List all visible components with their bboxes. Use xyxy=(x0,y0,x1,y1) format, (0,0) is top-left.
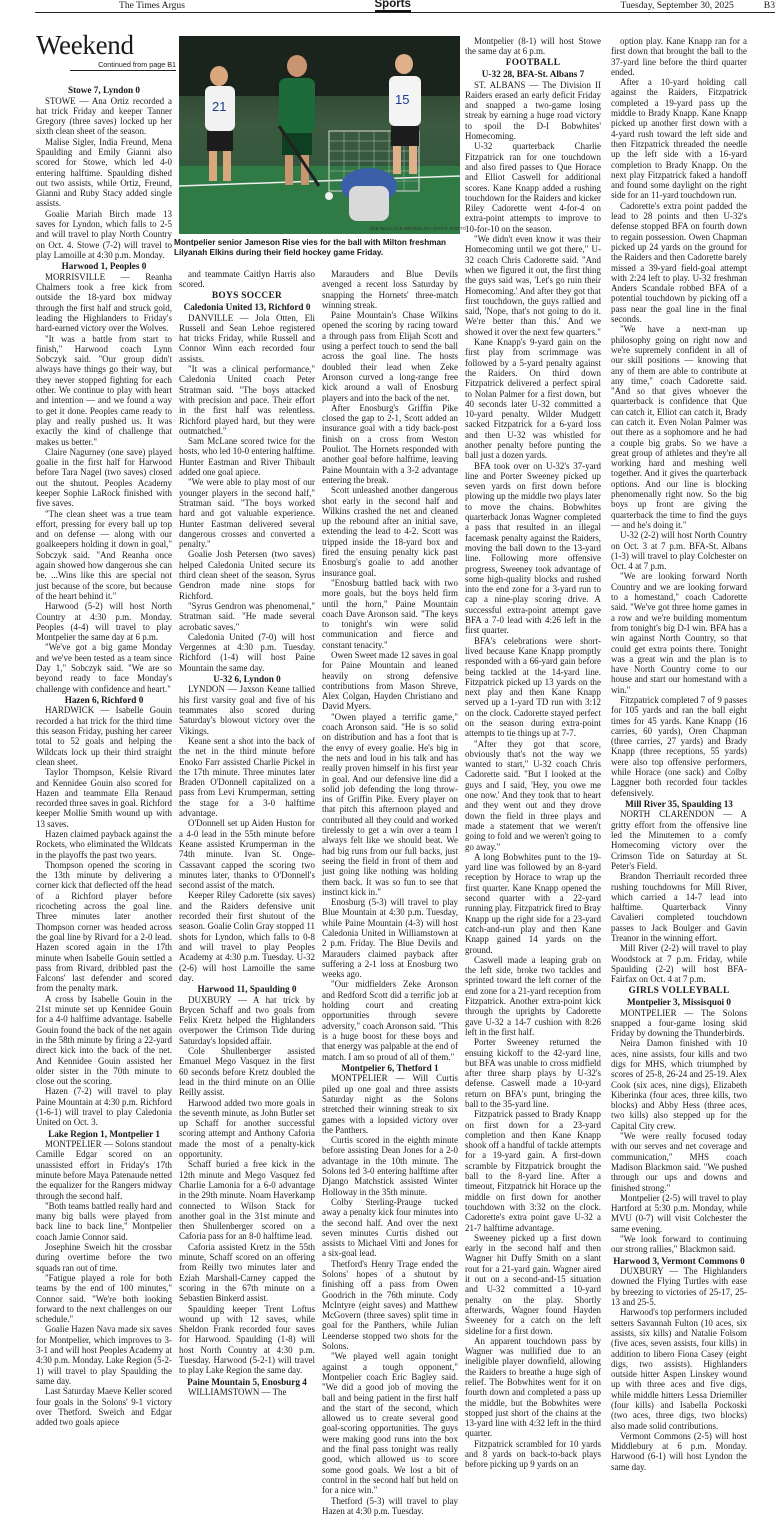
article-paragraph: Owen Sweet made 12 saves in goal for Paine Mountain and leaned heavily on strong defensive contributions from Mason Shreve, Alex Colgan, Hayden Christiano and David Myers. xyxy=(322,649,458,712)
article-paragraph: option play. Kane Knapp ran for a first down that brought the ball to the 37-yard line before the third quarter ended. xyxy=(611,36,747,77)
article-paragraph: Keeper Riley Cadorette (six saves) and the Raiders defensive unit recorded their first shutout of the season. Goalie Colin Gray stopped 11 shots for Lyndon, which falls to 0-8 and will travel to play Peoples Academy at 4:30 p.m. Tuesday. U-32 (2-6) will host Lamoille the same day. xyxy=(179,890,315,983)
article-paragraph: DUXBURY — A hat trick by Brycen Schaff and two goals from Felix Kretz helped the Highlanders overpower the Crimson Tide during Saturday's lopsided affair. xyxy=(179,994,315,1046)
article-paragraph: Kane Knapp's 9-yard gain on the first play from scrimmage was followed by a 5-yard penalty against the Raiders. On third down Fitzpatrick delivered a perfect spiral to Nolan Palmer for a first down, but 40 seconds later U-32 committed a 10-yard penalty. Wilder Mudgett sacked Fitzpatrick for a 6-yard loss and then U-32 was whistled for another penalty before punting the ball just a dozen yards. xyxy=(465,337,601,461)
article-paragraph: Taylor Thompson, Kelsie Rivard and Kennidee Gouin also scored for Hazen and teammate Ella Renaud recorded three saves in goal. Richford keeper Mollie Smith wound up with 13 saves. xyxy=(36,767,172,829)
article-paragraph: Keane sent a shot into the back of the net in the third minute before Enoko Farr assisted Charlie Pickel in the 17th minute. Three minutes later Braden O'Donnell capitalized on a pass from Levi Krumperman, setting the stage for a 3-0 halftime advantage. xyxy=(179,735,315,819)
article-paragraph: WILLIAMSTOWN — The xyxy=(188,1387,287,1398)
section-heading: BOYS SOCCER xyxy=(211,290,283,301)
article-column-4 xyxy=(465,36,601,1470)
article-paragraph: Colby Sterling-Prauge tucked away a penalty kick four minutes into the second half. And over the next seven minutes Curtis dished out assists to Michael Vitti and Jones for a six-goal lead. xyxy=(322,1196,458,1259)
article-paragraph: Goalie Josh Petersen (two saves) helped Caledonia United secure its third clean sheet of the season. Syrus Gendron made nine stops for Richford. xyxy=(179,549,315,601)
article-paragraph: Caswell made a leaping grab on the left side, broke two tackles and sprinted toward the left corner of the end zone for a 21-yard reception from Fitzpatrick. Another extra-point kick through the uprights by Cadorette gave U-32 a 14-7 cushion with 8:26 left in the first half. xyxy=(465,954,601,1037)
article-paragraph: A long Bobwhites punt to the 19-yard line was followed by an 8-yard reception by Horace to wrap up the first quarter. Kane Knapp opened the second quarter with a 22-yard running play. Fitzpatrick fired to Bray Knapp up the right side for a 23-yard catch-and-run play and then Kane Knapp gained 14 yards on the ground. xyxy=(465,851,601,955)
game-headline: Montpelier 6, Thetford 1 xyxy=(341,1062,439,1073)
article-paragraph: Goalie Mariah Birch made 13 saves for Lyndon, which falls to 2-5 and will travel to play North Country on Oct. 4. Stowe (7-2) will travel to play Lamoille at 4:30 p.m. Monday. xyxy=(36,208,172,260)
game-headline: Stowe 7, Lyndon 0 xyxy=(68,85,140,95)
game-headline: U-32 28, BFA-St. Albans 7 xyxy=(481,69,585,80)
issue-date: Tuesday, September 30, 2025 xyxy=(620,0,734,11)
article-paragraph: "It was a battle from start to finish," Harwood coach Lynn Sobczyk said. "Our group didn't always have things go their way, but they never stopped fighting for each other. We continue to play with heart and intention — and we found a way to get it done. Peoples came ready to play and really pushed us. It was exactly the kind of challenge that makes us better." xyxy=(36,333,172,447)
article-paragraph: Cadorette's extra point padded the lead to 28 points and then U-32's defense stopped BFA on fourth down to regain possession. Owen Chapman picked up 24 yards on the ground for the Raiders and then Cadorette barely missed a 39-yard field-goal attempt with 2:24 left to play. U-32 freshman Anders Scandale robbed BFA of a potential touchdown by picking off a pass near the goal line in the final seconds. xyxy=(611,200,747,325)
article-paragraph: "We've got a big game Monday and we've been tested as a team since Day 1," Sobczyk said. "We are so beyond ready to face Monday's challenge with confidence and heart." xyxy=(36,642,172,694)
article-column-1 xyxy=(36,84,172,1448)
section-heading: FOOTBALL xyxy=(505,57,561,68)
article-paragraph: Scott unleashed another dangerous shot early in the second half and Wilkins crashed the net and cleaned up the rebound after an initial save, extending the lead to 4-2. Scott was tripped inside the 18-yard box and fired the ensuing penalty kick past Enosburg's goalie to add another insurance goal. xyxy=(322,485,458,578)
article-paragraph: Montpelier (8-1) will host Stowe the same day at 6 p.m. xyxy=(465,36,601,57)
article-paragraph: "We look forward to continuing our strong rallies," Blackmon said. xyxy=(611,1234,747,1255)
article-paragraph: DANVILLE — Jola Otten, Eli Russell and Sean Lehoe registered hat tricks Friday, while Russell and Connor Winn each recorded four assists. xyxy=(179,312,315,364)
field-hockey-photo xyxy=(179,36,460,234)
article-paragraph: DUXBURY — The Highlanders downed the Flying Turtles with ease by breezing to victories of 25-17, 25-13 and 25-5. xyxy=(611,1266,747,1308)
article-paragraph: LYNDON — Jaxson Keane tallied his first varsity goal and five of his teammates also scored during Saturday's blowout victory over the Vikings. xyxy=(179,684,315,736)
article-paragraph: Montpelier (2-5) will travel to play Hartford at 5:30 p.m. Monday, while MVU (0-7) will visit Colchester the same evening. xyxy=(611,1192,747,1234)
article-paragraph: "Owen played a terrific game," coach Aronson said. "He is so solid on distribution and has a foot that is the envy of every goalie. He's big in the nets and loud in his talk and has really proven himself in his first year in goal. And our defensive line did a solid job defending the long throw-ins of Griffin Pike. Every player on that pitch this afternoon played and contributed all they could and worked tirelessly to get a win over a team I always felt like we should beat. We had big runs from our full backs, just seeing the field in front of them and just going like nothing was holding them back. It was so fun to see that instinct kick in." xyxy=(322,711,458,897)
article-paragraph: Neira Damon finished with 10 aces, nine assists, four kills and two digs for MHS, which triumphed by scores of 25-8, 26-24 and 25-19. Alex Cook (six aces, nine digs), Elizabeth Kiberinka (four aces, three kills, two blocks) and Abby Hess (three aces, two kills) also stepped up for the Capital City crew. xyxy=(611,1038,747,1131)
article-paragraph: Thetford's Henry Trage ended the Solons' hopes of a shutout by finishing off a pass from Owen Goodrich in the 76th minute. Cody McIntyre (eight saves) and Matthew McGovern (three saves) split time in goal for the Panthers, while Julian Leenderse stopped two shots for the Solons. xyxy=(322,1258,458,1352)
article-paragraph: Paine Mountain's Chase Wilkins opened the scoring by racing toward a through pass from Elijah Scott and using a perfect touch to send the ball across the goal line. The hosts doubled their lead when Zeke Aronson curved a long-range free kick around a wall of Enosburg players and into the back of the net. xyxy=(322,310,458,403)
continued-from: Continued from page B1 xyxy=(70,60,176,71)
article-paragraph: "We were really focused today with our serves and net coverage and communication," MHS coach Madison Blackmon said. "We pushed through our ups and downs and finished strong." xyxy=(611,1131,747,1193)
field-hockey-photo-image xyxy=(179,36,460,234)
article-paragraph: Sweeney picked up a first down early in the second half and then Wagner hit Duffy Smith on a slant rout for a 21-yard gain. Wagner aired it out on a second-and-15 situation and U-32 committed a 10-yard penalty on the play. Shortly afterwards, Wagner found Hayden Sweeney for a catch on the left sideline for a first down. xyxy=(465,1232,601,1336)
article-paragraph: BFA's celebrations were short-lived because Kane Knapp promptly responded with a 66-yard gain before being tackled at the 14-yard line. Fitzpatrick picked up 13 yards on the next play and then Kane Knapp served up a 1-yard TD run with 3:12 on the clock. Cadorette stayed perfect on the season during extra-point attempts to tie things up at 7-7. xyxy=(465,635,601,739)
article-paragraph: U-32 (2-2) will host North Country on Oct. 3 at 7 p.m. BFA-St. Albans (1-3) will travel to play Colchester on Oct. 4 at 7 p.m. xyxy=(611,530,747,572)
svg-text:21: 21 xyxy=(212,99,227,114)
article-paragraph: Harwood (5-2) will host North Country at 4:30 p.m. Monday. Peoples (4-4) will travel to play Montpelier the same day at 6 p.m. xyxy=(36,601,172,643)
game-headline: U-32 6, Lyndon 0 xyxy=(213,673,281,684)
svg-text:15: 15 xyxy=(395,92,410,107)
article-paragraph: "Fatigue played a role for both teams by the end of 100 minutes," Connor said. "We're both looking forward to the next challenges on our schedule." xyxy=(36,1272,172,1325)
article-paragraph: "Both teams battled really hard and many big balls were played from back line to back line," Montpelier coach Jamie Connor said. xyxy=(36,1200,172,1242)
article-paragraph: Harwood added two more goals in the seventh minute, as John Butler set up Schaff for another successful scoring attempt and Anthony Caforia made the most of a penalty-kick opportunity. xyxy=(179,1097,315,1160)
article-paragraph: Marauders and Blue Devils avenged a recent loss Saturday by snapping the Hornets' three-match winning streak. xyxy=(322,269,458,310)
article-paragraph: MONTPELIER — Will Curtis piled up one goal and three assists Saturday night as the Solons stretched their winning streak to six games with a lopsided victory over the Panthers. xyxy=(322,1073,458,1135)
game-headline: Harwood 11, Spaulding 0 xyxy=(197,984,297,995)
game-headline: Lake Region 1, Montpelier 1 xyxy=(48,1128,160,1139)
article-paragraph: NORTH CLARENDON — A gritty effort from the offensive line led the Minutemen to a comfy Homecoming victory over the Crimson Tide on Saturday at St. Peter's Field. xyxy=(611,809,747,871)
article-paragraph: Caforia assisted Kretz in the 55th minute, Schaff scored on an offering from Reilly two minutes later and Eziah Marshall-Carney capped the scoring in the 67th minute on a Sebastien Binkerd assist. xyxy=(179,1241,315,1304)
article-paragraph: Josephine Sweich hit the crossbar during overtime before the two squads ran out of time. xyxy=(36,1242,172,1273)
article-paragraph: Thetford (5-3) will travel to play Hazen at 4:30 p.m. Tuesday. xyxy=(322,1495,458,1516)
article-paragraph: Thompson opened the scoring in the 13th minute by delivering a corner kick that deflected off the head of a Richford player before ricocheting across the goal line. Three minutes later another Thompson corner was headed across the goal line by Rivard for a 2-0 lead. Hazen scored again in the 17th minute when Isabelle Gouin settled a pass from Rivard, dribbled past the Falcons' last defender and scored from the penalty mark. xyxy=(36,859,172,994)
article-paragraph: Cole Shullenberger assisted Emanuel Mego Vasquez in the first 60 seconds before Kretz doubled the lead in the third minute on an Ollie Reilly assist. xyxy=(179,1046,315,1098)
article-paragraph: ST. ALBANS — The Division II Raiders erased an early deficit Friday and snapped a two-game losing streak by earning a huge road victory to spoil the D-I Bobwhites' Homecoming. xyxy=(465,79,601,142)
page-title: Weekend xyxy=(36,30,134,60)
page-number: B3 xyxy=(763,0,775,11)
game-headline: Caledonia United 13, Richford 0 xyxy=(183,302,311,313)
article-paragraph: A cross by Isabelle Gouin in the 21st minute set up Kennidee Gouin for a 4-0 halftime advantage. Isabelle Gouin found the back of the net again in the 58th minute by firing a 22-yard direct kick into the back of the net. And Kennidee Gouin assisted her older sister in the 70th minute to close out the scoring. xyxy=(36,993,172,1087)
article-paragraph: After Enosburg's Griffin Pike closed the gap to 2-1, Scott added an insurance goal with a tidy back-post finish on a cross from Weston Pouliot. The Hornets responded with another goal before halftime, leaving Paine Mountain with a 3-2 advantage entering the break. xyxy=(322,402,458,485)
article-paragraph: "Syrus Gendron was phenomenal," Stratman said. "He made several acrobatic saves." xyxy=(179,600,315,632)
masthead xyxy=(35,0,775,13)
article-paragraph: Curtis scored in the eighth minute before assisting Dean Jones for a 2-0 advantage in the 10th minute. The Solons led 3-0 entering halftime after Django Matchstick assisted Winter Holloway in the 35th minute. xyxy=(322,1135,458,1197)
section-heading: GIRLS VOLLEYBALL xyxy=(628,985,730,996)
article-paragraph: MORRISVILLE — Reanha Chalmers took a free kick from outside the 18-yard box midway through the first half and struck gold, leading the Highlanders to Friday's hard-earned victory over the Wolves. xyxy=(36,271,172,334)
article-paragraph: MONTPELIER — The Solons snapped a four-game losing skid Friday by downing the Thunderbirds. xyxy=(611,1007,747,1039)
game-headline: Hazen 6, Richford 0 xyxy=(64,694,144,705)
game-headline: Mill River 35, Spaulding 13 xyxy=(625,798,733,809)
photo-caption: Montpelier senior Jameson Rise vies for the ball with Milton freshman Lilyanah Elkins during their field hockey game Friday. xyxy=(174,238,447,257)
article-paragraph: U-32 quarterback Charlie Fitzpatrick ran for one touchdown and also fired passes to Que Horace and Elliot Caswell for additional scores. Kane Knapp added a rushing touchdown for the Raiders and kicker Riley Cadorette went 4-for-4 on extra-point attempts to improve to 10-for-10 on the season. xyxy=(465,141,601,234)
game-headline: Harwood 3, Vermont Commons 0 xyxy=(613,1255,745,1266)
article-paragraph: MONTPELIER — Solons standout Camille Edgar scored on an unassisted effort in Friday's 17th minute before Maya Patenaude netted the equalizer for the Rangers midway through the second half. xyxy=(36,1139,172,1201)
paper-name: The Times Argus xyxy=(119,0,185,11)
article-paragraph: Mill River (2-2) will travel to play Woodstock at 7 p.m. Friday, while Spaulding (2-2) will host BFA-Fairfax on Oct. 4 at 7 p.m. xyxy=(611,943,747,985)
article-paragraph: Fitzpatrick scrambled for 10 yards and 8 yards on back-to-back plays before picking up 9 yards on an xyxy=(465,1438,601,1470)
article-paragraph: STOWE — Ana Ortiz recorded a hat trick Friday and keeper Tanner Gregory (three saves) locked up her sixth clean sheet of the season. xyxy=(36,95,172,137)
article-paragraph: "It was a clinical performance," Caledonia United coach Peter Stratman said. "The boys attacked with precision and pace. Their effort in the first half was relentless. Richford played hard, but they were outmatched." xyxy=(179,364,315,436)
article-paragraph: Porter Sweeney returned the ensuing kickoff to the 42-yard line, but BFA was unable to cross midfield after three sharp plays by U-32's defense. Caswell made a 10-yard return on BFA's punt, bringing the ball to the 35-yard line. xyxy=(465,1037,601,1109)
photo-credit: JEB WALLACE-BRODEUR / STAFF PHOTO xyxy=(370,226,467,231)
article-paragraph: Claire Nagurney (one save) played goalie in the first half for Harwood before Tara Nagel (two saves) closed out the shutout. Peoples Academy keeper Sophie LaRock finished with five saves. xyxy=(36,446,172,509)
article-paragraph: and teammate Caitlyn Harris also scored. xyxy=(179,269,315,290)
article-paragraph: "After they got that score, obviously that's not the way we wanted to start," U-32 coach Chris Cadorette said. "But I looked at the guys and I said, 'Hey, you owe me one now.' And they took that to heart and they went out and they drove down the field in three plays and made a statement that we weren't going to fold and we weren't going to go away." xyxy=(465,738,601,852)
article-paragraph: "We didn't even know it was their Homecoming until we got there," U-32 coach Chris Cadorette said. "And when we figured it out, the first thing the guys said was, 'Let's go ruin their Homecoming.' And after they got that first touchdown, the guys rallied and said, 'Nope, that's not going to do it. We're better than this.' And we showed it over the next few quarters." xyxy=(465,234,601,337)
article-paragraph: "We were able to play most of our younger players in the second half," Stratman said. "The boys worked hard and got valuable experience. Hunter Eastman delivered several dangerous crosses and converted a penalty." xyxy=(179,477,315,550)
game-headline: Paine Mountain 5, Enosburg 4 xyxy=(187,1376,307,1387)
article-paragraph: BFA took over on U-32's 37-yard line and Porter Sweeney picked up seven yards on first down before plowing up the middle two plays later to move the chains. Bobwhites quarterback Jonas Wagner completed a pass that resulted in an illegal facemask penalty against the Raiders, moving the ball down to the 13-yard line. Following more offensive progress, Sweeney took advantage of some high-quality blocks and rushed into the end zone for a 3-yard run to cap a nine-play scoring drive. A successful extra-point attempt gave BFA a 7-0 lead with 4:26 left in the first quarter. xyxy=(465,460,601,636)
article-paragraph: Last Saturday Maeve Keller scored four goals in the Solons' 9-1 victory over Thetford. Sweich and Edgar added two goals apiece xyxy=(36,1386,172,1428)
article-paragraph: Spaulding keeper Trent Loftus wound up with 12 saves, while Sheldon Frank recorded four saves for Harwood. Spaulding (1-8) will host North Country at 4:30 p.m. Tuesday. Harwood (5-2-1) will travel to play Lake Region the same day. xyxy=(179,1303,315,1376)
section-name: Sports xyxy=(374,0,411,10)
article-paragraph: After a 10-yard holding call against the Raiders, Fitzpatrick completed a 19-yard pass up the middle to Brady Knapp. Kane Knapp picked up another first down with a 4-yard rush toward the left side and then Fitzpatrick threaded the needle up the left side with a 16-yard completion to Brady Knapp. On the next play Fitzpatrick faked a handoff and found some daylight on the right side for an 11-yard touchdown run. xyxy=(611,77,747,201)
article-paragraph: O'Donnell set up Aiden Huston for a 4-0 lead in the 55th minute before Keane assisted Krumperman in the 74th minute. Ivan St. Onge-Cassavant capped the scoring two minutes later, thanks to O'Donnell's second assist of the match. xyxy=(179,818,315,891)
article-paragraph: "We have a next-man up philosophy going on right now and we're supremely confident in all of our skill positions — knowing that any of them are able to contribute at any time," coach Cadorette said. "And so that gives whoever the quarterback is confidence that Que can catch it, Elliot can catch it, Brady can catch it. Even Nolan Palmer was out there as a sophomore and he had a couple big grabs. So we have a great group of athletes and they're all working hard and meshing well together. And it gives the quarterback options. And our line is blocking phenomenally right now. So the big boys up front are giving the quarterback the time to find the guys — and he's doing it." xyxy=(611,324,747,530)
article-paragraph: HARDWICK — Isabelle Gouin recorded a hat trick for the third time this season Friday, pushing her career total to 52 goals and helping the Wildcats lock up their third straight clean sheet. xyxy=(36,705,172,767)
article-paragraph: "Enosburg battled back with two more goals, but the boys held firm until the horn," Paine Mountain coach Dave Aronson said. "The keys to tonight's win were solid communication and fierce and constant tenacity." xyxy=(322,577,458,650)
article-paragraph: Hazen claimed payback against the Rockets, who eliminated the Wildcats in the playoffs the past two years. xyxy=(36,828,172,860)
article-paragraph: Vermont Commons (2-5) will host Middlebury at 6 p.m. Monday. Harwood (6-1) will host Lyndon the same day. xyxy=(611,1430,747,1472)
article-paragraph: Enosburg (5-3) will travel to play Blue Mountain at 4:30 p.m. Tuesday, while Paine Mountain (4-3) will host Caledonia United in Williamstown at 2 p.m. Friday. The Blue Devils and Marauders claimed payback after suffering a 2-1 loss at Enosburg two weeks ago. xyxy=(322,897,458,980)
game-headline: Harwood 1, Peoples 0 xyxy=(61,261,147,272)
article-paragraph: Brandon Therriault recorded three rushing touchdowns for Mill River, which carried a 14-7 lead into halftime. Quarterback Vinny Cavalieri completed touchdown passes to Jack Boulger and Gavin Treanor in the winning effort. xyxy=(611,871,747,944)
article-paragraph: Sam McLane scored twice for the hosts, who led 10-0 entering halftime. Hunter Eastman and River Thibault added one goal apiece. xyxy=(179,436,315,478)
article-paragraph: Hazen (7-2) will travel to play Paine Mountain at 4:30 p.m. Richford (1-6-1) will travel to play Caledonia United on Oct. 3. xyxy=(36,1086,172,1128)
article-paragraph: "Our midfielders Zeke Aronson and Redford Scott did a terrific job at holding court and creating opportunities through severe adversity," coach Aronson said. "This is a huge boost for these boys and that energy was palpable at the end of match. I am so proud of all of them." xyxy=(322,979,458,1062)
article-column-2 xyxy=(179,269,315,1448)
article-paragraph: An apparent touchdown pass by Wagner was nullified due to an ineligible player downfield, allowing the Raiders to breathe a huge sigh of relief. The Bobwhites went for it on fourth down and completed a pass up the middle, but the Bobwhites were stopped just short of the chains at the 13-yard line with 4:32 left in the third quarter. xyxy=(465,1335,601,1439)
article-paragraph: Fitzpatrick completed 7 of 9 passes for 105 yards and ran the ball eight times for 45 yards. Kane Knapp (16 carries, 60 yards), Oren Chapman (three carries, 27 yards) and Brady Knapp (three receptions, 55 yards) were also top offensive performers, while Horace (one sack) and Colby Laggner both recorded four tackles defensively. xyxy=(611,695,747,798)
article-paragraph: Schaff buried a free kick in the 12th minute and Mego Vasquez fed Charlie Lamonia for a 6-0 advantage in the 29th minute. Noam Haverkamp connected to Wilson Stack for another goal in the 31st minute and then Shullenberger scored on a Caforia pass for an 8-0 halftime lead. xyxy=(179,1159,315,1242)
article-paragraph: Fitzpatrick passed to Brady Knapp on first down for a 23-yard completion and then Kane Knapp shook off a handful of tackle attempts for a 19-yard gain. A first-down scramble by Fitzpatrick brought the ball to the 8-yard line. After a timeout, Fitzpatrick hit Horace up the middle on first down for another touchdown with 3:32 on the clock. Cadorette's extra point gave U-32 a 21-7 halftime advantage. xyxy=(465,1109,601,1233)
masthead-right xyxy=(620,0,775,12)
article-paragraph: "The clean sheet was a true team effort, pressing for every ball up top and on defense — along with our goalkeepers holding it down in goal," Sobczyk said. "And Reanha once again showed how dangerous she can be. ...Wins like this are special not just because of the score, but because of the heart behind it." xyxy=(36,508,172,601)
article-paragraph: Caledonia United (7-0) will host Vergennes at 4:30 p.m. Tuesday. Richford (1-4) will host Paine Mountain the same day. xyxy=(179,631,315,673)
article-paragraph: Harwood's top performers included setters Savannah Fulton (10 aces, six assists, six kills) and Natalie Folsom (five aces, seven assists, four kills) in addition to libero Fiona Casey (eight digs, two assists). Highlanders outside hitter Aspen Linskey wound up with three aces and five digs, while middle hitters Lessa Driemiller (four kills) and Isabella Pockoski (two aces, three digs, two blocks) also made solid contributions. xyxy=(611,1307,747,1431)
article-paragraph: Malise Sigler, India Freund, Mena Spaulding and Emily Gianni also scored for Stowe, which led 4-0 entering halftime. Spaulding dished out two assists, while Ortiz, Freund, Gianni and Ruby Stacy added single assists. xyxy=(36,136,172,209)
article-paragraph: Goalie Hazen Nava made six saves for Montpelier, which improves to 3-3-1 and will host Peoples Academy at 4:30 p.m. Monday. Lake Region (5-2-1) will travel to play Spaulding the same day. xyxy=(36,1324,172,1386)
article-paragraph: "We played well again tonight against a tough opponent," Montpelier coach Eric Bagley said. "We did a good job of moving the ball and being patient in the first half and the start of the second, which allowed us to create several good goal-scoring opportunities. The guys were making good runs into the box and the final pass tonight was really good, which allowed us to score some good goals. We lost a bit of control in the second half but held on for a nice win." xyxy=(322,1351,458,1496)
game-headline: Montpelier 3, Missisquoi 0 xyxy=(627,997,731,1008)
article-paragraph: "We are looking forward North Country and we are looking forward to a homestand," coach Cadorette said. "We've got three home games in a row and we're building momentum from tonight's big D-I win. BFA has a win against North Country, so that could get extra points there. Tonight was a great win and the plan is to have North Country come to our house and start our homestand with a win." xyxy=(611,571,747,695)
article-column-5 xyxy=(611,36,747,1472)
article-column-3 xyxy=(322,269,458,1516)
